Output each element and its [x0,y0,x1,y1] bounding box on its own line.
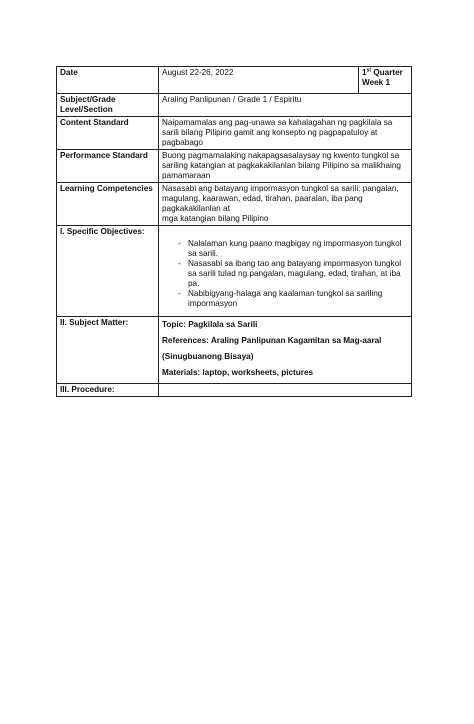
quarter-word: Quarter [371,68,403,77]
performance-standard-label: Performance Standard [57,150,159,183]
procedure-value [159,384,412,397]
procedure-label: III. Procedure: [57,384,159,397]
competencies-row [57,183,412,226]
week-value: Week 1 [362,78,391,87]
procedure-row [57,384,412,397]
topic-line: Topic: Pagkilala sa Sarili [162,320,258,329]
dash-bullet-icon: - [178,239,181,248]
objective-item: - Nabibigyang-halaga ang kaalaman tungkol sa sariling impormasyon [178,289,383,308]
quarter-suffix: st [366,67,372,74]
competencies-value [159,183,412,226]
lesson-plan-table [56,66,412,397]
dash-bullet-icon: - [178,259,181,268]
objectives-label: I. Specific Objectives: [57,226,159,317]
date-value: August 22-26, 2022 [159,67,359,94]
objectives-list [162,239,408,309]
subject-matter-row [57,317,412,384]
objectives-list-cell [159,226,412,317]
date-row [57,67,412,94]
competencies-line-2: mga katangian bilang Pilipino [162,214,269,223]
objectives-row [57,226,412,317]
subject-value: Araling Panlipunan / Grade 1 / Espiritu [159,94,412,117]
objective-item: - Nalalaman kung paano magbigay ng impormasyon tungkol sa sarili. [178,239,402,258]
performance-standard-row [57,150,412,183]
references-line: References: Araling Panlipunan Kagamitan sa Mag-aaral [162,336,382,345]
subject-label: Subject/Grade Level/Section [57,94,159,117]
subject-row [57,94,412,117]
subject-matter-cell [159,317,412,384]
quarter-number: 1 [362,68,367,77]
materials-line: Materials: laptop, worksheets, pictures [162,368,314,377]
competencies-line-1: Nasasabi ang batayang impormasyon tungkol sa sarili: pangalan, magulang, kaarawan, edad, tirahan, paaralan, iba pang pagkakakilanlan at [162,184,399,213]
performance-standard-value: Buong pagmamalaking nakapagsasalaysay ng kwento tungkol sa sariling katangian at pagkakakilanlan bilang Pilipino sa malikhaing pamamaraan [159,150,412,183]
content-standard-row [57,117,412,150]
objective-item: - Nasasabi sa ibang tao ang batayang impormasyon tungkol sa sarili tulad ng pangalan, magulang, edad, tirahan, at iba pa. [178,259,402,288]
references-line-2: (Sinugbuanong Bisaya) [162,352,254,361]
quarter-cell [359,67,412,94]
content-standard-label: Content Standard [57,117,159,150]
subject-matter-label: II. Subject Matter: [57,317,159,384]
dash-bullet-icon: - [178,289,181,298]
date-label: Date [57,67,159,94]
competencies-label: Learning Competencies [57,183,159,226]
content-standard-value: Naipamamalas ang pag-unawa sa kahalagahan ng pagkilala sa sarili bilang Pilipino gamit ang konsepto ng pagpapatuloy at pagbabago [159,117,412,150]
